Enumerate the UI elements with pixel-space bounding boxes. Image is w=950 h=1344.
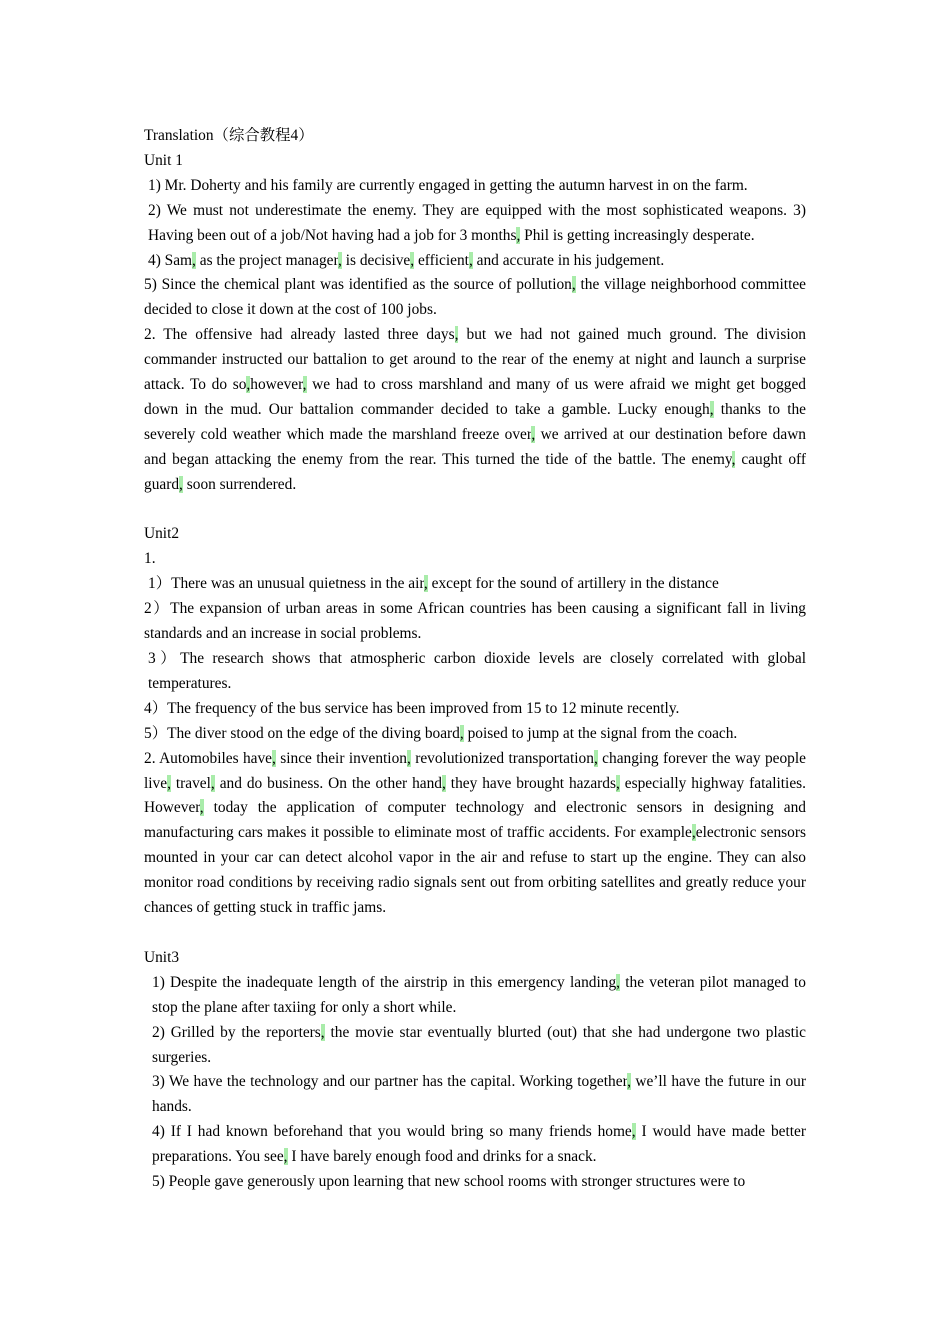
highlighted-comma: ,: [459, 724, 464, 742]
highlighted-comma: ,: [410, 251, 415, 269]
highlighted-comma: ,: [302, 376, 307, 394]
translation-paragraph: 2. The offensive had already lasted three days, but we had not gained much ground. The division commander instructed our battalion to get around to the rear of the enemy at night and launch a surprise attack. To do so,however, we had to cross marshland and many of us were afraid we might get bogged down in the mud. Our battalion commander decided to take a gamble. Lucky enough, thanks to the severely cold weather which made the marshland freeze over, we arrived at our destination before dawn and began attacking the enemy from the rear. This turned the tide of the battle. The enemy, caught off guard, soon surrendered.: [144, 326, 810, 493]
highlighted-comma: ,: [531, 425, 536, 443]
unit-heading: Unit2: [144, 525, 180, 543]
highlighted-comma: ,: [338, 251, 342, 269]
highlighted-comma: ,: [468, 251, 473, 269]
units-container: [144, 149, 810, 1195]
translation-paragraph: 4）The frequency of the bus service has been improved from 15 to 12 minute recently.: [144, 699, 680, 717]
highlighted-comma: ,: [616, 973, 620, 991]
translation-paragraph: 1.: [144, 550, 156, 568]
highlighted-comma: ,: [631, 1123, 636, 1141]
highlighted-comma: ,: [179, 475, 183, 493]
translation-paragraph: 4) If I had known beforehand that you would bring so many friends home, I would have made better preparations. You see, I have barely enough food and drinks for a snack.: [152, 1123, 810, 1166]
translation-paragraph: 5) People gave generously upon learning that new school rooms with stronger structures were to: [152, 1173, 746, 1191]
highlighted-comma: ,: [210, 774, 215, 792]
highlighted-comma: ,: [454, 326, 459, 344]
section-spacer: [144, 921, 806, 946]
highlighted-comma: ,: [283, 1148, 288, 1166]
document-title: Translation（综合教程4）: [144, 127, 314, 144]
translation-paragraph: 5) Since the chemical plant was identified as the source of pollution, the village neighborhood committee decided to close it down at the cost of 100 jobs.: [144, 276, 810, 319]
highlighted-comma: ,: [406, 749, 411, 767]
translation-paragraph: 1）There was an unusual quietness in the air, except for the sound of artillery in the distance: [148, 575, 719, 593]
unit-heading: Unit 1: [144, 151, 183, 169]
highlighted-comma: ,: [423, 575, 428, 593]
highlighted-comma: ,: [320, 1023, 325, 1041]
translation-paragraph: 2) Grilled by the reporters, the movie star eventually blurted (out) that she had undergone two plastic surgeries.: [152, 1023, 810, 1066]
translation-paragraph: 3）The research shows that atmospheric carbon dioxide levels are closely correlated with global temperatures.: [148, 650, 810, 692]
highlighted-comma: ,: [709, 400, 714, 418]
highlighted-comma: ,: [516, 226, 521, 244]
highlighted-comma: ,: [199, 799, 204, 817]
translation-paragraph: 2. Automobiles have, since their invention, revolutionized transportation, changing forever the way people live, travel, and do business. On the other hand, they have brought hazards, especially highway fatalities. However, today the application of computer technology and electronic sensors in designing and manufacturing cars makes it possible to eliminate most of traffic accidents. For example,electronic sensors mounted in your car can detect alcohol vapor in the air and refuse to start up the engine. They can also monitor road conditions by receiving radio signals sent out from orbiting satellites and greatly reduce your chances of getting stuck in traffic jams.: [144, 749, 810, 917]
unit-heading: Unit3: [144, 948, 180, 966]
highlighted-comma: ,: [627, 1073, 631, 1091]
highlighted-comma: ,: [442, 774, 446, 792]
document-body: [144, 124, 810, 1195]
highlighted-comma: ,: [691, 824, 696, 842]
highlighted-comma: ,: [192, 251, 196, 269]
highlighted-comma: ,: [571, 276, 576, 294]
translation-paragraph: 1) Despite the inadequate length of the airstrip in this emergency landing, the veteran pilot managed to stop the plane after taxiing for only a short while.: [152, 973, 810, 1016]
highlighted-comma: ,: [616, 774, 620, 792]
highlighted-comma: ,: [593, 749, 598, 767]
translation-paragraph: 5）The diver stood on the edge of the diving board, poised to jump at the signal from the coach.: [144, 724, 738, 742]
highlighted-comma: ,: [731, 450, 736, 468]
translation-paragraph: 4) Sam, as the project manager, is decisive, efficient, and accurate in his judgement.: [148, 251, 665, 269]
translation-paragraph: 2) We must not underestimate the enemy. They are equipped with the most sophisticated weapons. 3) Having been out of a job/Not having had a job for 3 months, Phil is getting increasingly desperate.: [148, 201, 810, 244]
highlighted-comma: ,: [272, 749, 276, 767]
translation-paragraph: 1) Mr. Doherty and his family are currently engaged in getting the autumn harvest in on the farm.: [148, 176, 748, 194]
translation-paragraph: 3) We have the technology and our partner has the capital. Working together, we’ll have the future in our hands.: [152, 1073, 810, 1116]
highlighted-comma: ,: [167, 774, 171, 792]
highlighted-comma: ,: [246, 376, 251, 394]
section-spacer: [144, 498, 806, 523]
translation-paragraph: 2）The expansion of urban areas in some African countries has been causing a significant fall in living standards and an increase in social problems.: [144, 600, 810, 643]
